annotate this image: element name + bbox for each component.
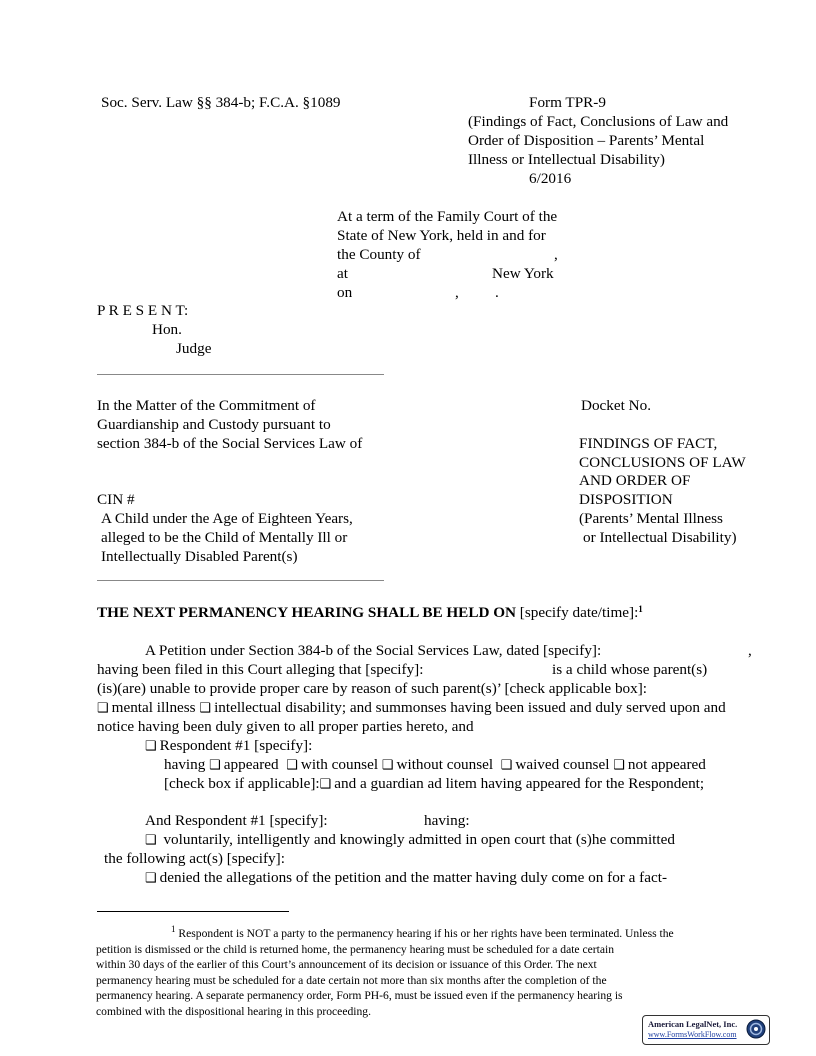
checkbox-icon[interactable]: ❑ bbox=[500, 757, 513, 772]
form-title-line: Illness or Intellectual Disability) bbox=[468, 151, 665, 168]
caption-line: In the Matter of the Commitment of bbox=[97, 397, 316, 414]
form-date: 6/2016 bbox=[529, 170, 572, 187]
checkbox-icon[interactable]: ❑ bbox=[145, 832, 157, 847]
globe-icon bbox=[746, 1019, 766, 1039]
next-hearing-tail: [specify date/time]: bbox=[516, 604, 639, 621]
caption-divider-bottom bbox=[97, 580, 384, 581]
caption-line: Guardianship and Custody pursuant to bbox=[97, 416, 331, 433]
checkbox-icon[interactable]: ❑ bbox=[319, 776, 332, 791]
judge-title: Judge bbox=[176, 340, 212, 357]
footnote-line: combined with the dispositional hearing in this proceeding. bbox=[96, 1004, 371, 1018]
not-appeared-label: not appeared bbox=[627, 756, 706, 773]
publisher-logo[interactable] bbox=[642, 1015, 770, 1045]
document-title-line: FINDINGS OF FACT, bbox=[579, 435, 718, 452]
and-respondent-label: And Respondent #1 [specify]: bbox=[145, 812, 328, 829]
admitted-line bbox=[145, 830, 675, 849]
admitted-label: voluntarily, intelligently and knowingly admitted in open court that (s)he committed bbox=[163, 831, 675, 848]
caption-divider-top bbox=[97, 374, 384, 375]
having-colon-label: having: bbox=[424, 812, 470, 829]
present-label: P R E S E N T: bbox=[97, 302, 189, 319]
guardian-line bbox=[164, 774, 704, 793]
footnote-ref: 1 bbox=[638, 604, 643, 614]
document-title-line: AND ORDER OF bbox=[579, 472, 691, 489]
logo-company: American LegalNet, Inc. bbox=[648, 1019, 738, 1029]
caption-line: A Child under the Age of Eighteen Years, bbox=[101, 510, 353, 527]
petition-line: is a child whose parent(s) bbox=[552, 661, 708, 678]
checkbox-icon[interactable]: ❑ bbox=[381, 757, 394, 772]
petition-line bbox=[97, 698, 726, 717]
appeared-label: appeared bbox=[223, 756, 279, 773]
petition-line: having been filed in this Court alleging that [specify]: bbox=[97, 661, 424, 678]
caption-line: Intellectually Disabled Parent(s) bbox=[101, 548, 298, 565]
logo-url[interactable]: www.FormsWorkFlow.com bbox=[648, 1030, 737, 1039]
document-title-line: (Parents’ Mental Illness bbox=[579, 510, 723, 527]
document-title-line: CONCLUSIONS OF LAW bbox=[579, 454, 746, 471]
checkbox-icon[interactable]: ❑ bbox=[145, 738, 157, 753]
statute-citation: Soc. Serv. Law §§ 384-b; F.C.A. §1089 bbox=[101, 94, 341, 111]
check-if-applicable-label: [check box if applicable]: bbox=[164, 775, 320, 792]
petition-line: notice having been duly given to all proper parties hereto, and bbox=[97, 718, 474, 735]
denied-line bbox=[145, 868, 667, 887]
court-date-period: . bbox=[495, 284, 499, 301]
checkbox-icon[interactable]: ❑ bbox=[145, 870, 157, 885]
document-title-line: or Intellectual Disability) bbox=[583, 529, 737, 546]
court-term-line: At a term of the Family Court of the bbox=[337, 208, 558, 225]
without-counsel-label: without counsel bbox=[396, 756, 494, 773]
footnote-line bbox=[96, 926, 726, 942]
checkbox-icon[interactable]: ❑ bbox=[97, 700, 109, 715]
with-counsel-label: with counsel bbox=[300, 756, 379, 773]
guardian-label: and a guardian ad litem having appeared for the Respondent; bbox=[334, 775, 705, 792]
footnote bbox=[96, 926, 726, 1019]
cin-label: CIN # bbox=[97, 491, 135, 508]
intellectual-disability-label: intellectual disability; and summonses having been issued and duly served upon and bbox=[214, 699, 726, 716]
court-on-label: on bbox=[337, 284, 353, 301]
judge-honorific: Hon. bbox=[152, 321, 182, 338]
form-title-line: (Findings of Fact, Conclusions of Law and bbox=[468, 113, 729, 130]
caption-line: alleged to be the Child of Mentally Ill or bbox=[101, 529, 348, 546]
footnote-number: 1 bbox=[171, 924, 176, 934]
court-term-line: State of New York, held in and for bbox=[337, 227, 546, 244]
docket-label: Docket No. bbox=[581, 397, 652, 414]
checkbox-icon[interactable]: ❑ bbox=[286, 757, 298, 772]
appearance-line bbox=[164, 755, 706, 774]
checkbox-icon[interactable]: ❑ bbox=[209, 757, 221, 772]
footnote-line: within 30 days of the earlier of this Court’s announcement of its decision or issuance of this Order. The next bbox=[96, 958, 597, 971]
court-date-separator: , bbox=[455, 284, 459, 301]
footnote-separator bbox=[97, 911, 289, 912]
petition-line-end: , bbox=[748, 642, 752, 659]
next-hearing-heading bbox=[97, 603, 643, 622]
checkbox-icon[interactable]: ❑ bbox=[613, 757, 625, 772]
footnote-line: permanency hearing must be scheduled for a date certain not more than six months after the completion of the bbox=[96, 973, 607, 987]
mental-illness-label: mental illness bbox=[111, 699, 196, 716]
form-number: Form TPR-9 bbox=[529, 94, 606, 111]
footnote-text: Respondent is NOT a party to the permanency hearing if his or her rights have been terminated. Unless the bbox=[178, 927, 674, 940]
respondent-line bbox=[145, 736, 312, 755]
following-acts-label: the following act(s) [specify]: bbox=[104, 850, 285, 867]
checkbox-icon[interactable]: ❑ bbox=[199, 700, 212, 715]
denied-label: denied the allegations of the petition and the matter having duly come on for a fact- bbox=[159, 869, 667, 886]
petition-line: A Petition under Section 384-b of the Social Services Law, dated [specify]: bbox=[145, 642, 602, 659]
court-state: New York bbox=[492, 265, 554, 282]
court-at-label: at bbox=[337, 265, 348, 282]
respondent-label: Respondent #1 [specify]: bbox=[159, 737, 313, 754]
next-hearing-bold: THE NEXT PERMANENCY HEARING SHALL BE HELD ON bbox=[97, 604, 516, 621]
caption-line: section 384-b of the Social Services Law of bbox=[97, 435, 363, 452]
petition-line: (is)(are) unable to provide proper care by reason of such parent(s)’ [check applicable box]: bbox=[97, 680, 648, 697]
footnote-line: permanency hearing. A separate permanency order, Form PH-6, must be issued even if the permanency hearing is bbox=[96, 989, 623, 1002]
footnote-line: petition is dismissed or the child is returned home, the permanency hearing must be scheduled for a date certain bbox=[96, 942, 615, 956]
court-county-label: the County of bbox=[337, 246, 421, 263]
form-title-line: Order of Disposition – Parents’ Mental bbox=[468, 132, 705, 149]
waived-counsel-label: waived counsel bbox=[515, 756, 610, 773]
court-county-comma: , bbox=[554, 246, 558, 263]
having-label: having bbox=[164, 756, 206, 773]
document-title-line: DISPOSITION bbox=[579, 491, 673, 508]
